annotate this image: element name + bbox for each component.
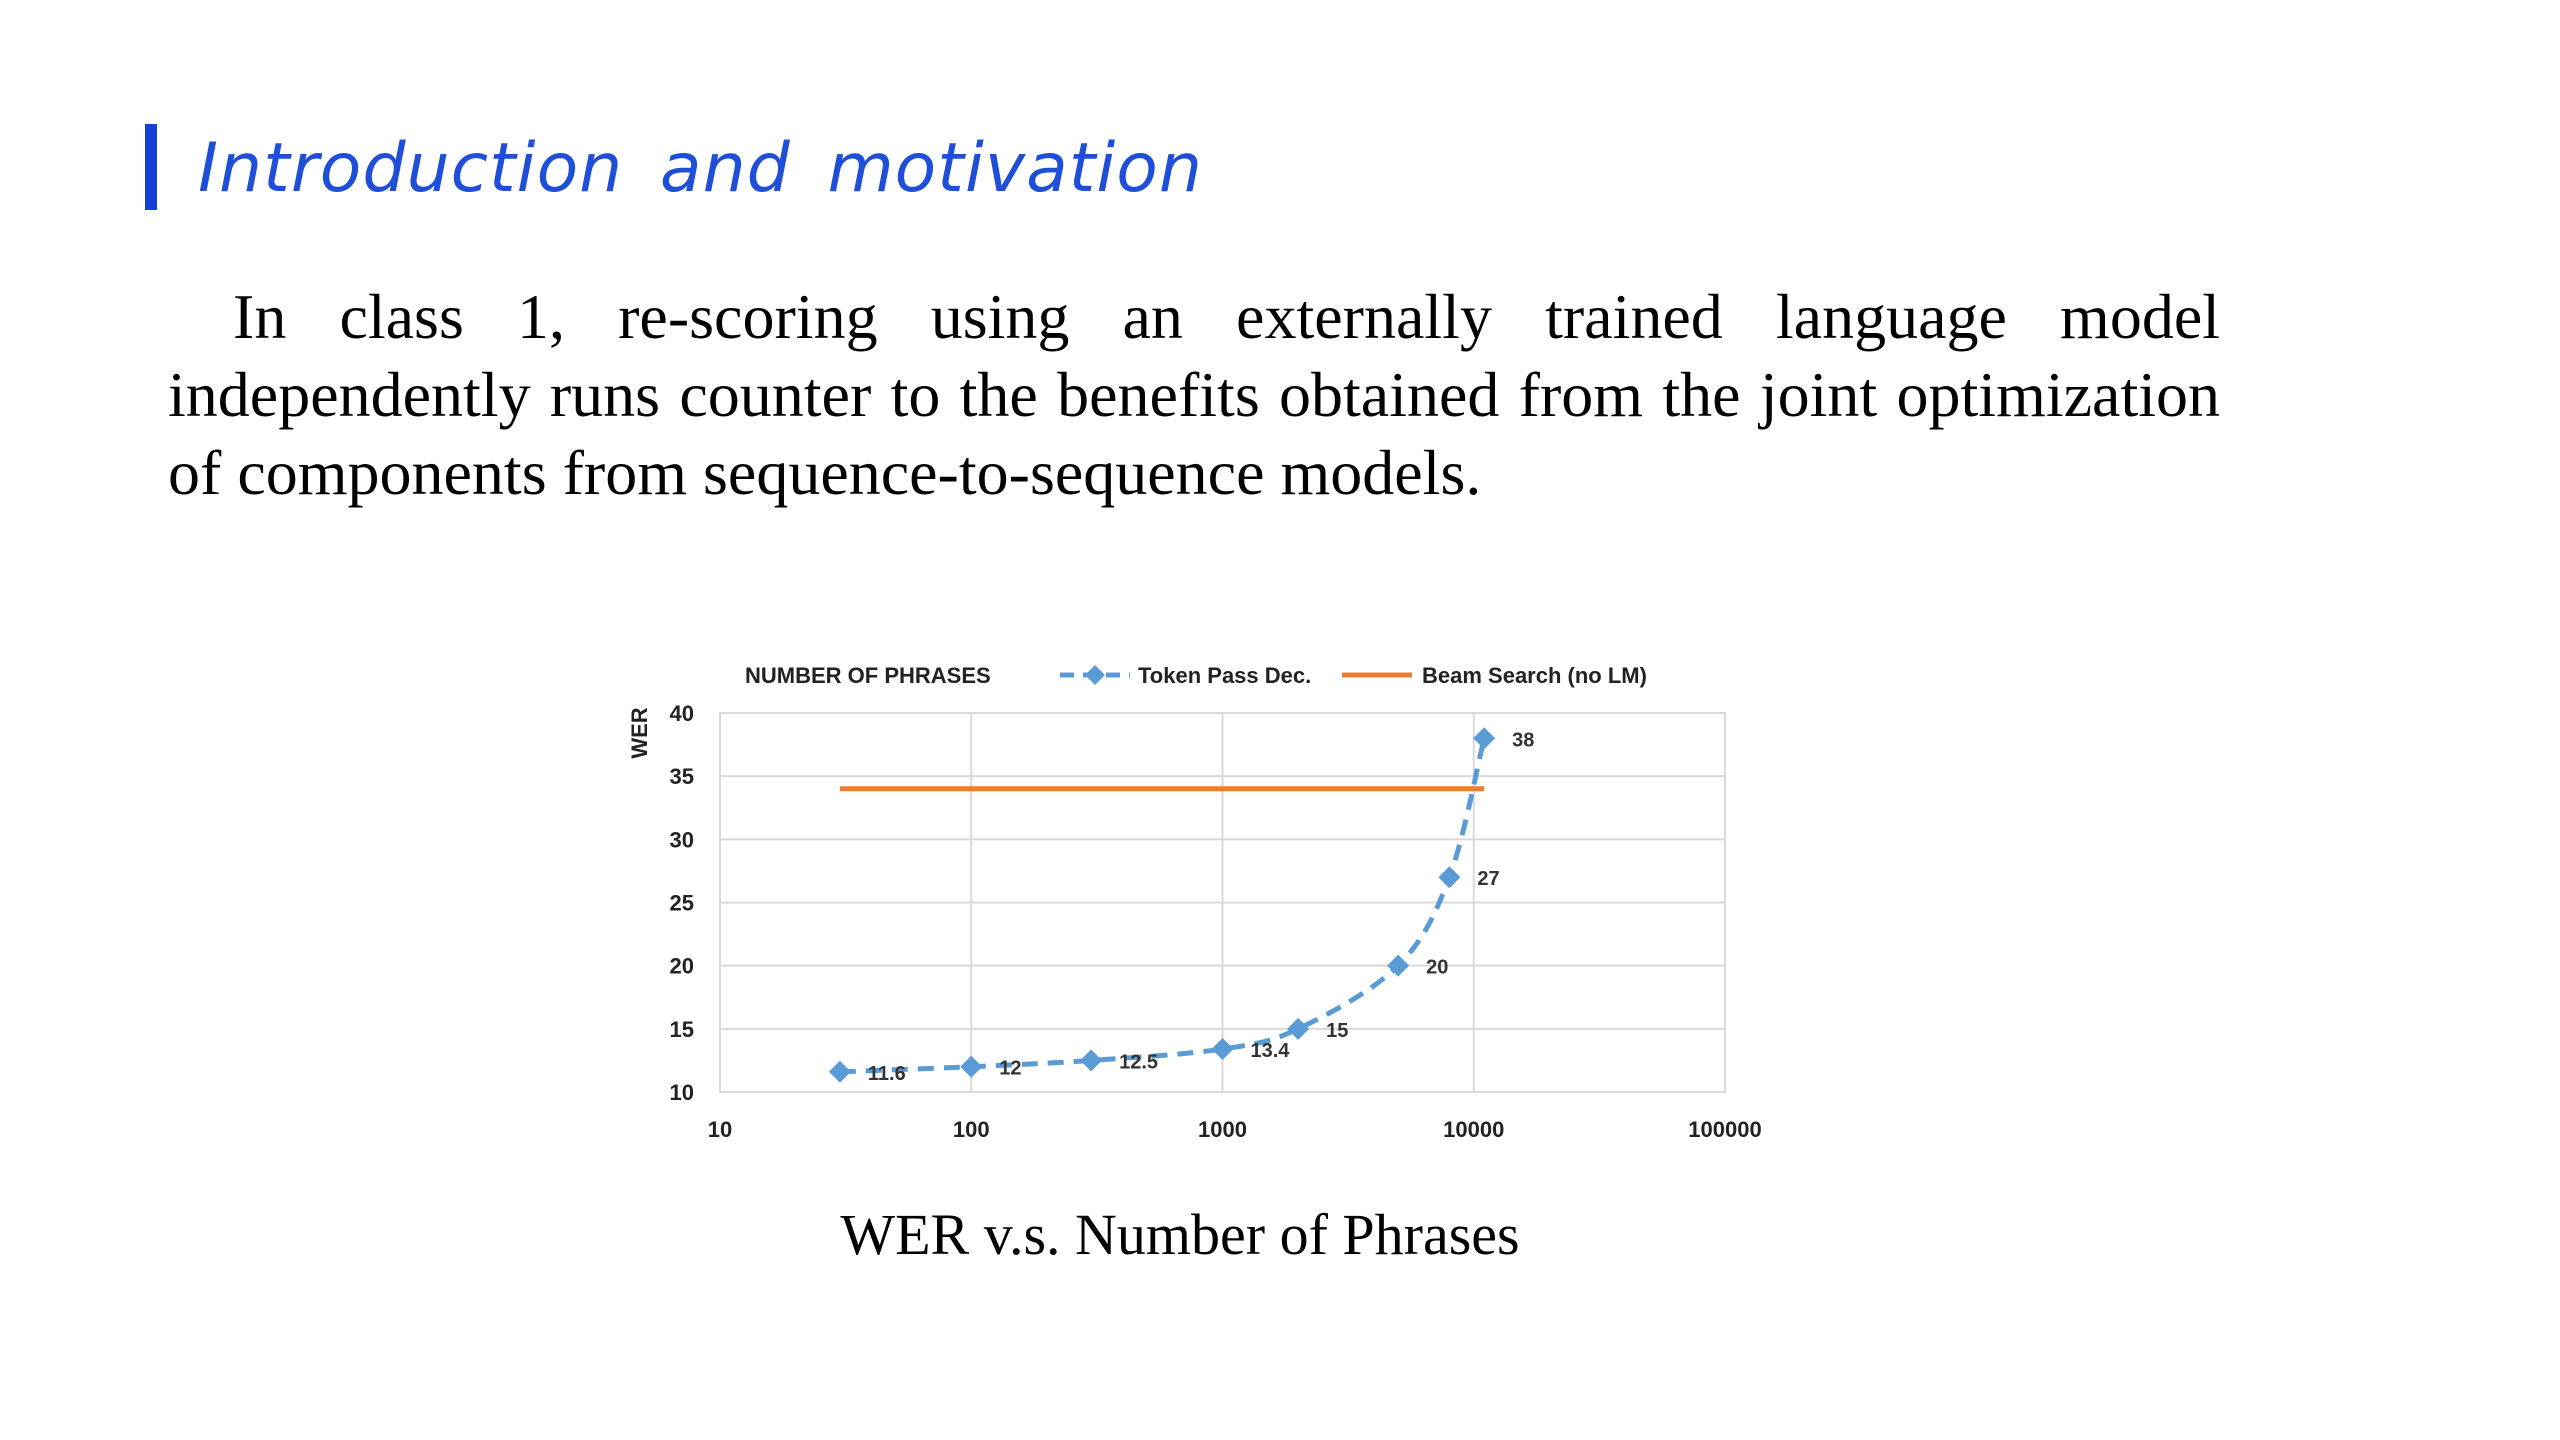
wer-chart [600, 630, 1800, 1150]
y-tick-label: 20 [669, 953, 694, 979]
token-pass-data-label: 20 [1426, 956, 1449, 979]
x-tick-label: 100000 [1688, 1117, 1762, 1142]
y-tick-label: 10 [669, 1080, 694, 1105]
x-tick-label: 100 [952, 1117, 990, 1142]
legend-token-pass-label: Token Pass Dec. [1138, 663, 1312, 688]
body-paragraph: In class 1, re-scoring using an externally trained language model independently runs counter to the benefits obtained from the joint optimization of components from sequence-to-sequence models. [168, 281, 2220, 508]
slide-title: Introduction and motivation [198, 129, 1204, 208]
token-pass-data-label: 12.5 [1119, 1051, 1159, 1074]
x-tick-label: 10 [707, 1117, 733, 1142]
token-pass-data-label: 27 [1477, 868, 1500, 891]
token-pass-data-label: 15 [1326, 1019, 1349, 1042]
chart-title: NUMBER OF PHRASES [745, 663, 991, 688]
legend-token-pass-marker [1085, 665, 1105, 685]
chart-svg [600, 630, 1800, 1150]
token-pass-data-label: 12 [999, 1057, 1022, 1080]
token-pass-data-label: 11.6 [867, 1062, 906, 1085]
token-pass-data-label: 38 [1512, 729, 1535, 752]
x-tick-label: 10000 [1443, 1117, 1505, 1142]
y-tick-label: 25 [669, 890, 694, 916]
legend-beam-search-label: Beam Search (no LM) [1422, 663, 1647, 688]
title-accent-bar [145, 124, 157, 210]
y-tick-label: 15 [669, 1016, 694, 1042]
x-tick-label: 1000 [1198, 1117, 1247, 1142]
y-axis-label: WER [627, 707, 652, 759]
y-tick-label: 30 [669, 827, 694, 853]
figure-caption: WER v.s. Number of Phrases [840, 1202, 1520, 1267]
y-tick-label: 35 [669, 764, 694, 790]
y-tick-label: 40 [669, 701, 694, 726]
token-pass-data-label: 13.4 [1250, 1040, 1290, 1063]
